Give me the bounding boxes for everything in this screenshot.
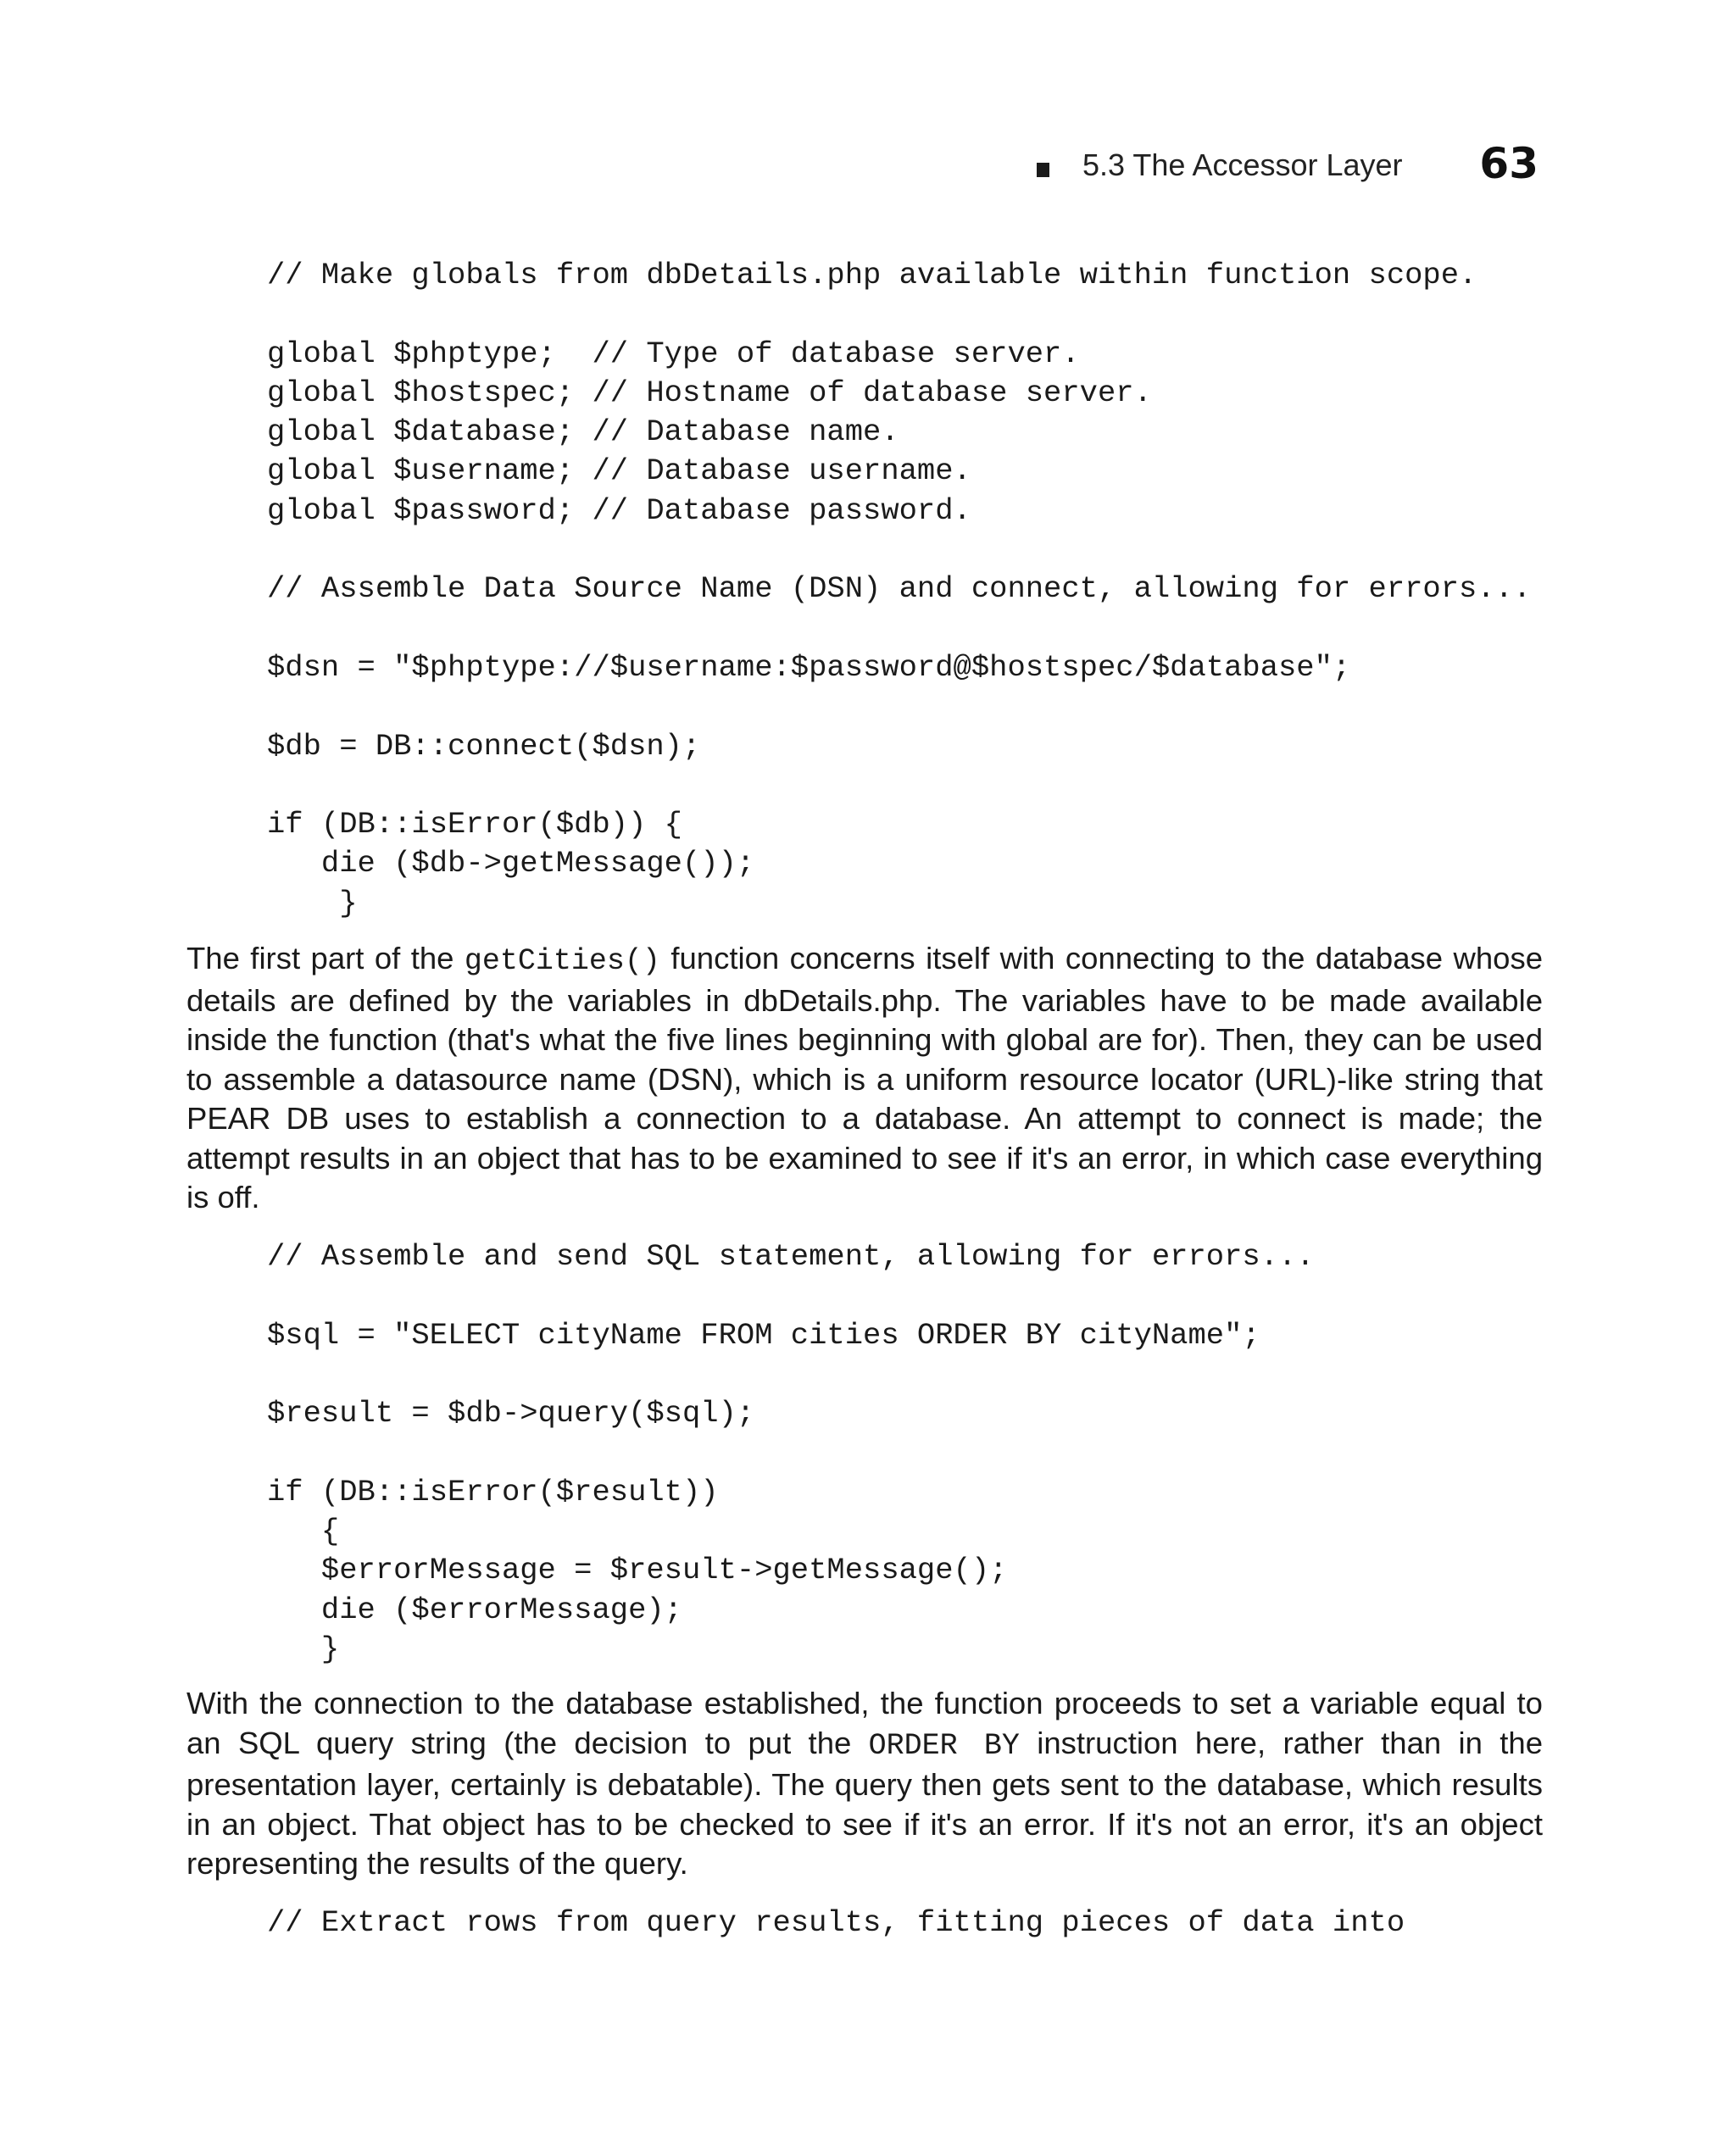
code-line: global $database; // Database name.	[267, 414, 899, 450]
code-line: if (DB::isError($result))	[267, 1474, 719, 1509]
code-line: }	[267, 1631, 340, 1666]
code-line: // Extract rows from query results, fitting pieces of data into	[267, 1905, 1405, 1940]
paragraph-text: function concerns itself with connecting to the database whose details are defined by the variables in dbDetails.php. The variables have to be made available inside the function (that's what the five lines beginning with global are for). Then, they can be used to assemble a datasource name (DSN), which is a uniform resource locator (URL)-like string that PEAR DB uses to establish a connection to a database. An attempt to connect is made; the attempt results in an object that has to be examined to see if it's an error, in which case everything is off.	[186, 941, 1543, 1215]
code-line	[267, 609, 1531, 648]
code-block-connect	[267, 256, 1531, 923]
paragraph-text: The first part of the	[186, 941, 465, 976]
code-line: die ($db->getMessage());	[267, 846, 755, 881]
section-title: 5.3 The Accessor Layer	[1082, 147, 1403, 182]
code-line: if (DB::isError($db)) {	[267, 807, 682, 842]
inline-code: ORDER BY	[868, 1728, 1020, 1763]
code-line	[267, 687, 1531, 726]
paragraph-connection	[186, 939, 1543, 1218]
code-line	[267, 766, 1531, 805]
code-line: $errorMessage = $result->getMessage();	[267, 1553, 1008, 1588]
code-line: global $username; // Database username.	[267, 453, 971, 489]
code-line: }	[267, 885, 358, 920]
running-head	[1021, 139, 1538, 202]
code-block-query	[267, 1237, 1315, 1669]
code-line: global $password; // Database password.	[267, 492, 971, 528]
code-line: die ($errorMessage);	[267, 1592, 682, 1627]
code-line: $dsn = "$phptype://$username:$password@$hostspec/$database";	[267, 649, 1351, 685]
paragraph-text: With the connection to the database established, the function proceeds to set a variable equal to an SQL query string (the decision to put the	[186, 1686, 1543, 1760]
code-line	[267, 1276, 1315, 1315]
paragraph-text: instruction here, rather than in the presentation layer, certainly is debatable). The query then gets sent to the database, which results in an object. That object has to be checked to see if it's an error. If it's not an error, it's an object representing the results of the query.	[186, 1725, 1544, 1881]
code-line: global $phptype; // Type of database server.	[267, 336, 1080, 371]
code-line: {	[267, 1514, 340, 1549]
code-line	[267, 1433, 1315, 1472]
code-line	[267, 1355, 1315, 1394]
code-line: $result = $db->query($sql);	[267, 1396, 755, 1431]
code-line	[267, 531, 1531, 570]
code-line: // Make globals from dbDetails.php available within function scope.	[267, 258, 1477, 292]
code-line: // Assemble and send SQL statement, allowing for errors...	[267, 1239, 1315, 1274]
square-bullet-icon	[1037, 163, 1049, 177]
code-line: $db = DB::connect($dsn);	[267, 728, 701, 764]
code-block-extract	[267, 1904, 1405, 1943]
inline-code: getCities()	[464, 944, 660, 978]
page-number: 63	[1479, 139, 1538, 188]
paragraph-query	[186, 1684, 1543, 1884]
code-line: // Assemble Data Source Name (DSN) and connect, allowing for errors...	[267, 571, 1532, 607]
code-line: global $hostspec; // Hostname of database server.	[267, 375, 1152, 410]
code-line: $sql = "SELECT cityName FROM cities ORDER BY cityName";	[267, 1317, 1260, 1353]
code-line	[267, 295, 1531, 334]
